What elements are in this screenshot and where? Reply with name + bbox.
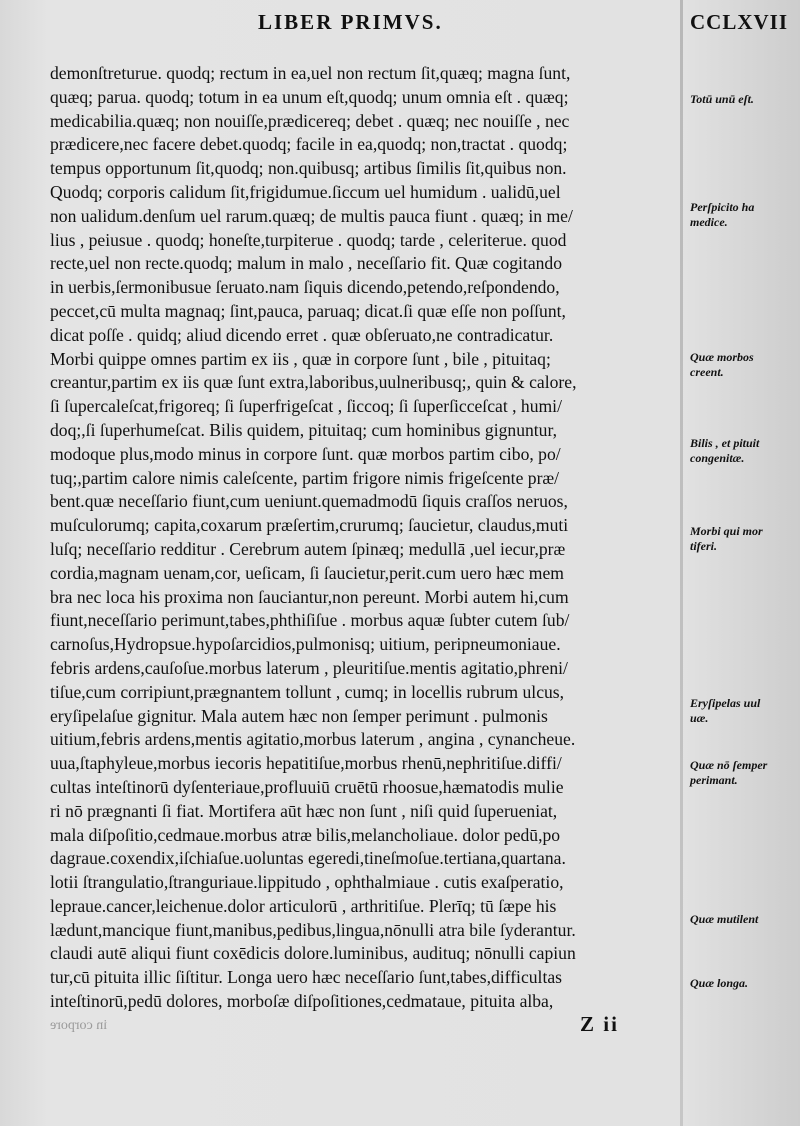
text-line: creantur,partim ex iis quæ ſunt extra,laboribus,uulneribusq;, quin & calore, [50,372,577,393]
text-line: tuq;,partim calore nimis caleſcente, partim frigore nimis frigeſcente præ/ [50,467,560,488]
text-line: tiſue,cum corripiunt,prægnantem tollunt , cumq; in locellis rubrum ulcus, [50,681,565,702]
show-through-catchword: in corpore [50,1018,108,1033]
text-line: uua,ſtaphyleue,morbus iecoris hepatitiſue,morbus rhenū,nephritiſue.diffi/ [50,753,562,774]
margin-note: Eryſipelas uul uæ. [690,696,761,725]
text-line: bent.quæ neceſſario fiunt,cum ueniunt.quemadmodū ſiquis craſſos neruos, [50,491,568,512]
text-line: dicat poſſe . quidq; aliud dicendo erret . quæ obſeruato,ne contradicatur. [50,324,554,345]
margin-note: Quæ longa. [690,976,749,990]
text-line: ri nō prægnanti ſi fiat. Mortifera aūt hæc non ſunt , niſi quid ſuperueniat, [50,800,558,821]
margin-note: Perſpicito ha medice. [690,200,755,229]
margin-note: Quæ morbos creent. [690,350,754,379]
text-line: tur,cū pituita illic ſiſtitur. Longa uero hæc neceſſario ſunt,tabes,difficultas [50,967,562,988]
text-line: prædicere,nec facere debet.quodq; facile in ea,quodq; non,tractat . quodq; [50,134,568,155]
text-line: muſculorumq; capita,coxarum præſertim,crurumq; ſaucietur, claudus,muti [50,515,569,536]
text-line: lepraue.cancer,leichenue.dolor articulorū , arthritiſue. Plerīq; tū ſæpe his [50,895,557,916]
text-line: luſq; neceſſario redditur . Cerebrum autem ſpinæq; medullā ,uel iecur,præ [50,538,566,559]
margin-note: Quæ mutilent [690,912,759,926]
text-line: lotii ſtrangulatio,ſtranguriaue.lippitudo , ophthalmiaue . cutis exaſperatio, [50,872,564,893]
text-line: febris ardens,cauſoſue.morbus laterum , pleuritiſue.mentis agitatio,phreni/ [50,657,568,678]
text-line: doq;,ſi ſuperhumeſcat. Bilis quidem, pituitaq; cum hominibus gignuntur, [50,419,558,440]
text-line: tempus opportunum ſit,quodq; non.quibusq; artibus ſimilis ſit,quibus non. [50,158,567,179]
main-text-block [50,62,682,1014]
margin-note: Quæ nō ſemper perimant. [690,758,768,787]
text-line: modoque plus,modo minus in corpore ſunt. quæ morbos partim cibo, po/ [50,443,561,464]
text-line: dagraue.coxendix,iſchiaſue.uoluntas egeredi,tineſmoſue.tertiana,quartana. [50,848,566,869]
text-line: uitium,febris ardens,mentis agitatio,morbus laterum , angina , cynancheue. [50,729,576,750]
text-line: mala diſpoſitio,cedmaue.morbus atræ bilis,melancholiaue. dolor pedū,po [50,824,561,845]
text-line: demonſtreturue. quodq; rectum in ea,uel non rectum ſit,quæq; magna ſunt, [50,63,571,83]
text-line: lius , peiusue . quodq; honeſte,turpiterue . quodq; tarde , celeriterue. quod [50,229,567,250]
text-line: lædunt,mancique fiunt,manibus,pedibus,lingua,nōnulli atra bile ſyderantur. [50,919,576,940]
running-head: LIBER PRIMVS. [258,10,443,34]
text-line: eryſipelaſue gignitur. Mala autem hæc non ſemper perimunt . pulmonis [50,705,548,726]
text-line: peccet,cū multa magnaq; ſint,pauca, paruaq; dicat.ſi quæ eſſe non poſſunt, [50,300,566,321]
text-line: fiunt,neceſſario perimunt,tabes,phthiſiſue . morbus aquæ ſubter cutem ſub/ [50,610,570,631]
margin-note: Totū unū eſt. [690,92,754,106]
text-line: Morbi quippe omnes partim ex iis , quæ in corpore ſunt , bile , pituitaq; [50,348,551,369]
text-line: Quodq; corporis calidum ſit,frigidumue.ſiccum uel humidum . ualidū,uel [50,181,561,202]
text-line: ſi ſupercaleſcat,frigoreq; ſi ſuperfrigeſcat , ſiccoq; ſi ſuperſicceſcat , humi/ [50,396,562,417]
text-line: non ualidum.denſum uel rarum.quæq; de multis pauca fiunt . quæq; in me/ [50,205,573,226]
text-line: medicabilia.quæq; non nouiſſe,prædicereq; debet . quæq; nec nouiſſe , nec [50,110,570,131]
text-line: cordia,magnam uenam,cor, ueſicam, ſi ſaucietur,perit.cum uero hæc mem [50,562,564,583]
text-line: in uerbis,ſermonibusue ſeruato.nam ſiquis dicendo,petendo,reſpondendo, [50,277,560,298]
text-line: recte,uel non recte.quodq; malum in malo , neceſſario fit. Quæ cogitando [50,253,563,274]
text-line: carnoſus,Hydropsue.hypoſarcidios,pulmonisq; uitium, peripneumoniaue. [50,634,561,655]
text-line: quæq; parua. quodq; totum in ea unum eſt,quodq; unum omnia eſt . quæq; [50,86,569,107]
text-line: inteſtinorū,pedū dolores, morboſæ diſpoſitiones,cedmataue, pituita alba, [50,991,554,1012]
margin-note: Morbi qui mor tiferi. [690,524,763,553]
text-line: claudi autē aliqui fiunt coxēdicis dolore.luminibus, audituq; nōnulli capiun [50,943,576,964]
text-line: bra nec loca his proxima non ſauciantur,non pereunt. Morbi autem hi,cum [50,586,569,607]
text-line: cultas inteſtinorū dyſenteriaue,profluuiū cruētū rhoosue,hæmatodis mulie [50,776,564,797]
folio-number: CCLXVII [689,10,788,34]
margin-note: Bilis , et pituit congenitæ. [690,436,760,465]
signature-mark: Z ii [580,1012,619,1036]
